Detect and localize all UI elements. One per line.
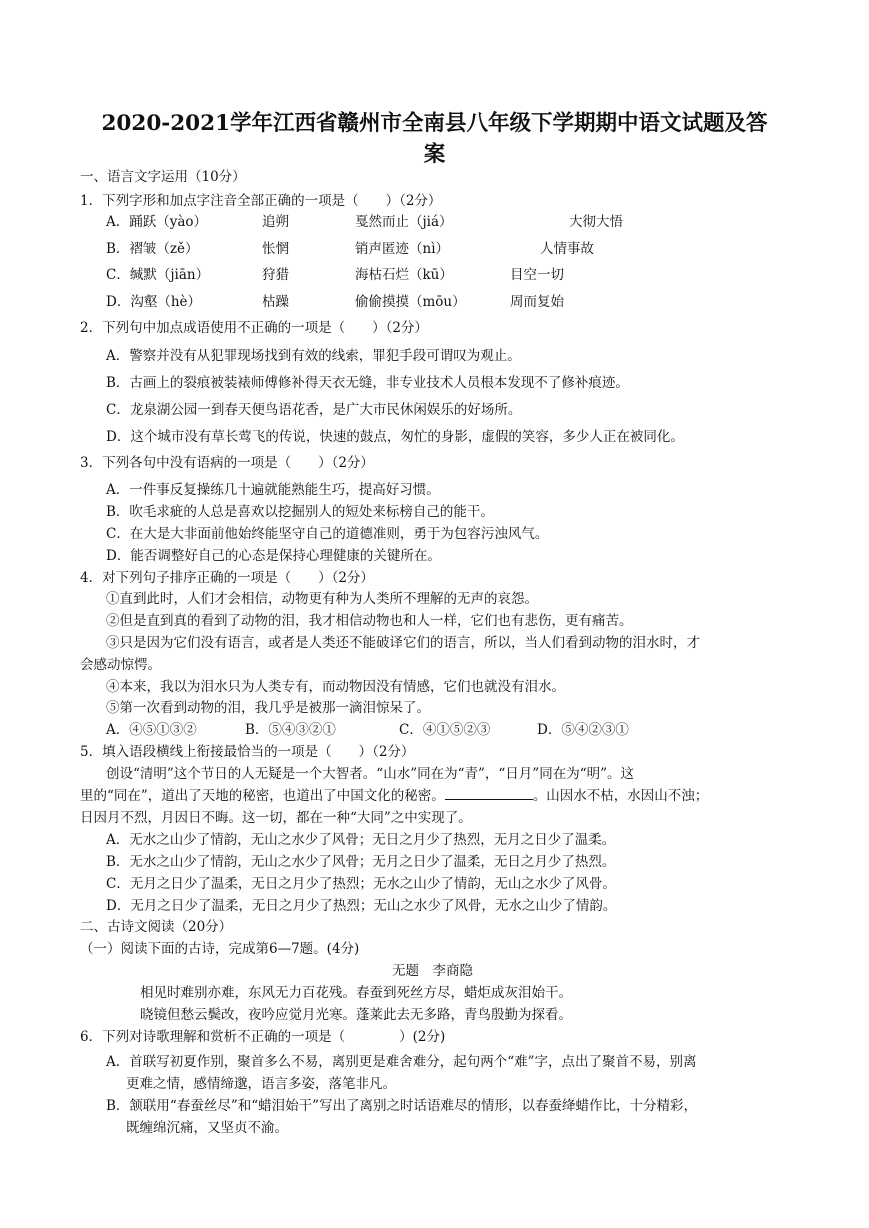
q3-stem: 3．下列各句中没有语病的一项是（ ）（2分） bbox=[80, 455, 374, 471]
q5-option-a: A．无水之山少了情韵，无山之水少了风骨；无日之月少了热烈，无月之日少了温柔。 bbox=[106, 832, 616, 848]
q1-option-b-3: 销声匿迹（nì） bbox=[355, 241, 450, 257]
q5-passage-line-2-a: 里的“同在”，道出了天地的秘密，也道出了中国文化的秘密。 bbox=[80, 788, 445, 804]
q4-stem: 4．对下列句子排序正确的一项是（ ）（2分） bbox=[80, 570, 374, 586]
q4-sentence-1: ①直到此时，人们才会相信，动物更有种为人类所不理解的无声的哀怨。 bbox=[106, 591, 538, 607]
q4-sentence-2: ②但是直到真的看到了动物的泪，我才相信动物也和人一样，它们也有悲伤，更有痛苦。 bbox=[106, 613, 633, 629]
q3-option-b: B．吹毛求疵的人总是喜欢以挖掘别人的短处来标榜自己的能干。 bbox=[106, 504, 494, 520]
q2-option-c: C．龙泉湖公园一到春天便鸟语花香，是广大市民休闲娱乐的好场所。 bbox=[106, 402, 522, 418]
q5-stem: 5．填入语段横线上衔接最恰当的一项是（ ）（2分） bbox=[80, 744, 415, 760]
poem-line-2: 晓镜但愁云鬓改，夜吟应觉月光寒。蓬莱此去无多路，青鸟殷勤为探看。 bbox=[140, 1007, 572, 1023]
q4-option-d: D．⑤④②③① bbox=[537, 722, 629, 738]
q1-stem: 1．下列字形和加点字注音全部正确的一项是（ ）（2分） bbox=[80, 193, 442, 209]
q6-stem: 6．下列对诗歌理解和赏析不正确的一项是（ ）(2分) bbox=[80, 1029, 446, 1045]
q1-option-d-2: 枯躁 bbox=[262, 294, 289, 310]
q1-option-d-4: 周而复始 bbox=[510, 294, 564, 310]
q1-option-c-3: 海枯石烂（kū） bbox=[355, 267, 453, 283]
q5-option-b: B．无水之山少了情韵，无山之水少了风骨；无月之日少了温柔，无日之月少了热烈。 bbox=[106, 854, 616, 870]
poem-title: 无题 李商隐 bbox=[392, 963, 473, 979]
subsection-1-heading: （一）阅读下面的古诗，完成第6—7题。(4分) bbox=[80, 941, 360, 957]
q5-passage-line-2 bbox=[80, 787, 708, 805]
q4-option-b: B．⑤④③②① bbox=[245, 722, 336, 738]
section-2-heading: 二、古诗文阅读（20分） bbox=[80, 919, 233, 935]
q6-option-a-line-2: 更难之情，感情缔邈，语言多姿，落笔非凡。 bbox=[126, 1076, 396, 1092]
q5-option-c: C．无月之日少了温柔，无日之月少了热烈；无水之山少了情韵，无山之水少了风骨。 bbox=[106, 876, 616, 892]
q4-sentence-3-cont: 会感动惊愕。 bbox=[80, 657, 161, 673]
q4-option-c: C．④①⑤②③ bbox=[399, 722, 491, 738]
q4-sentence-3: ③只是因为它们没有语言，或者是人类还不能破译它们的语言，所以，当人们看到动物的泪水时，才 bbox=[106, 635, 700, 651]
poem-line-1: 相见时难别亦难，东风无力百花残。春蚕到死丝方尽，蜡炬成灰泪始干。 bbox=[140, 985, 572, 1001]
q1-option-a-3: 戛然而止（jiá） bbox=[355, 214, 453, 230]
q1-option-d-3: 偷偷摸摸（mōu） bbox=[355, 294, 466, 310]
q5-passage-line-2-b: 。山因水不枯，水因山不浊； bbox=[532, 788, 709, 804]
q1-option-c-1: C．缄默（jiān） bbox=[106, 267, 210, 283]
q3-option-c: C．在大是大非面前他始终能坚守自己的道德准则，勇于为包容污浊风气。 bbox=[106, 526, 549, 542]
q6-option-b-line-1: B．颔联用“春蚕丝尽”和“蜡泪始干”写出了离别之时话语难尽的情形，以春蚕绛蜡作比，十分精彩， bbox=[106, 1098, 698, 1114]
q1-option-d-1: D．沟壑（hè） bbox=[106, 294, 202, 310]
q1-option-c-2: 狩猎 bbox=[262, 267, 289, 283]
q2-option-b: B．古画上的裂痕被装裱师傅修补得天衣无缝，非专业技术人员根本发现不了修补痕迹。 bbox=[106, 375, 629, 391]
fill-in-blank bbox=[445, 787, 533, 800]
q4-sentence-4: ④本来，我以为泪水只为人类专有，而动物因没有情感，它们也就没有泪水。 bbox=[106, 679, 565, 695]
q1-option-a-4: 大彻大悟 bbox=[569, 214, 623, 230]
q5-passage-line-3: 日因月不烈，月因日不晦。这一切，都在一种“大同”之中实现了。 bbox=[80, 810, 472, 826]
q3-option-d: D．能否调整好自己的心态是保持心理健康的关键所在。 bbox=[106, 548, 441, 564]
q1-option-b-4: 人情事故 bbox=[540, 241, 594, 257]
q2-stem: 2．下列句中加点成语使用不正确的一项是（ ）（2分） bbox=[80, 320, 428, 336]
section-1-heading: 一、语言文字运用（10分） bbox=[80, 169, 246, 185]
q2-option-d: D．这个城市没有草长莺飞的传说，快速的鼓点，匆忙的身影，虚假的笑容，多少人正在被同化。 bbox=[106, 429, 684, 445]
q5-passage-line-1: 创设“清明”这个节日的人无疑是一个大智者。“山水”同在为“青”，“日月”同在为“明”。这 bbox=[106, 766, 635, 782]
q3-option-a: A．一件事反复操练几十遍就能熟能生巧，提高好习惯。 bbox=[106, 482, 440, 498]
document-title-line-2: 案 bbox=[423, 142, 446, 167]
q4-option-a: A．④⑤①③② bbox=[106, 722, 197, 738]
q1-option-a-1: A．踊跃（yào） bbox=[106, 214, 208, 230]
q6-option-a-line-1: A．首联写初夏作别，聚首多么不易，离别更是难舍难分，起句两个“难”字，点出了聚首不易，别离 bbox=[106, 1054, 697, 1070]
q1-option-c-4: 目空一切 bbox=[510, 267, 564, 283]
q5-option-d: D．无月之日少了温柔，无日之月少了热烈；无山之水少了风骨，无水之山少了情韵。 bbox=[106, 898, 617, 914]
q1-option-a-2: 追朔 bbox=[262, 214, 289, 230]
document-title-line-1: 2020-2021学年江西省赣州市全南县八年级下学期期中语文试题及答 bbox=[101, 111, 768, 136]
q2-option-a: A．警察并没有从犯罪现场找到有效的线索，罪犯手段可谓叹为观止。 bbox=[106, 348, 521, 364]
q6-option-b-line-2: 既缠绵沉痛，又坚贞不渝。 bbox=[126, 1120, 288, 1136]
q1-option-b-1: B．褶皱（zě） bbox=[106, 241, 199, 257]
q4-sentence-5: ⑤第一次看到动物的泪，我几乎是被那一滴泪惊呆了。 bbox=[106, 700, 430, 716]
q1-option-b-2: 怅惘 bbox=[262, 241, 289, 257]
